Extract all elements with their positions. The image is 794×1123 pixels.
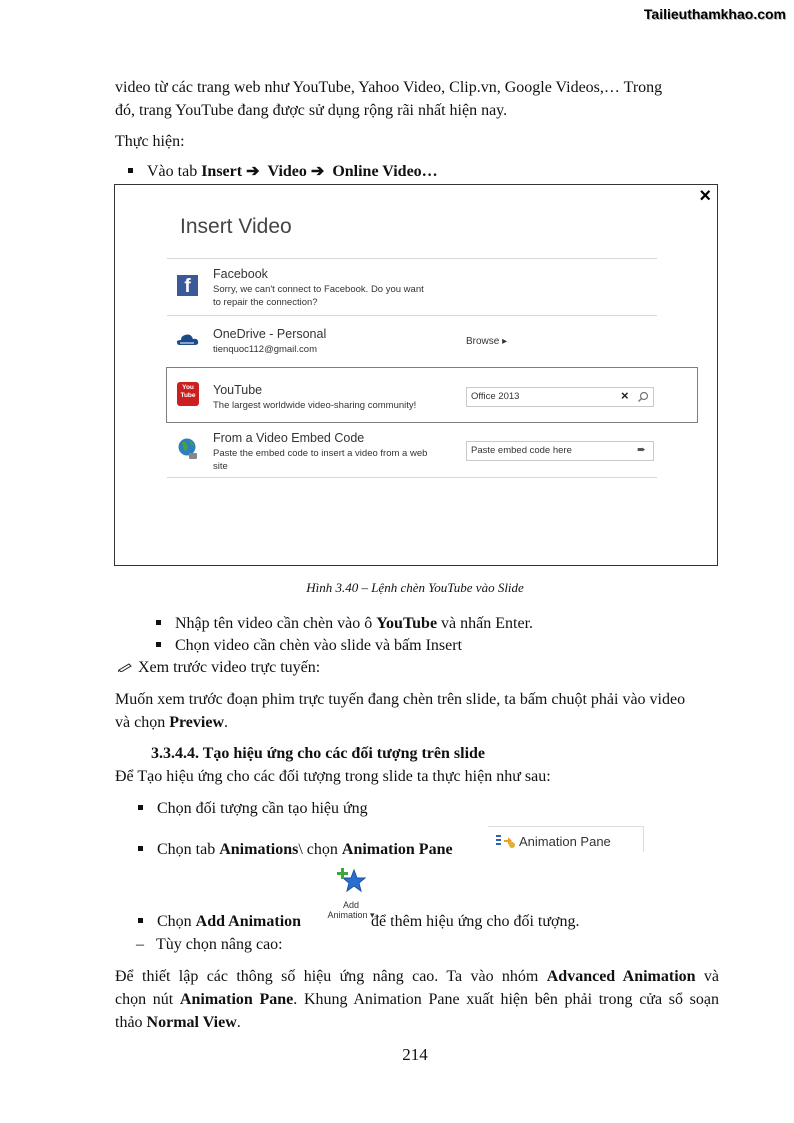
youtube-name: YouTube xyxy=(213,383,263,397)
square-bullet-icon xyxy=(156,642,161,647)
facebook-desc-2: to repair the connection? xyxy=(213,297,318,308)
page-number: 214 xyxy=(402,1045,428,1064)
add-animation-label: Add Animation ▾ xyxy=(327,900,375,920)
square-bullet-icon xyxy=(156,620,161,625)
dialog-title: Insert Video xyxy=(180,215,292,238)
final-para-line-2: chọn nút Animation Pane. Khung Animation Pane xuất hiện bên phải trong cửa sổ soạn xyxy=(115,991,719,1008)
sub-bullet-1: Nhập tên video cần chèn vào ô YouTube và nhấn Enter. xyxy=(156,612,533,635)
animation-pane-label: Animation Pane xyxy=(519,834,611,849)
embed-desc-1: Paste the embed code to insert a video from a web xyxy=(213,448,428,459)
figure-caption: Hình 3.40 – Lệnh chèn YouTube vào Slide xyxy=(306,580,524,595)
embed-placeholder: Paste embed code here xyxy=(471,445,572,456)
youtube-search-input[interactable] xyxy=(466,387,654,407)
onedrive-email: tienquoc112@gmail.com xyxy=(213,344,317,355)
preview-para-line-2: và chọn Preview. xyxy=(115,714,228,731)
embed-name: From a Video Embed Code xyxy=(213,431,365,445)
youtube-icon: You Tube xyxy=(177,382,199,406)
facebook-row[interactable] xyxy=(167,261,657,311)
effect-bullet-2: Chọn tab Animations\ chọn Animation Pane xyxy=(138,838,453,861)
final-para-line-3: thảo Normal View. xyxy=(115,1014,241,1031)
embed-desc-2: site xyxy=(213,461,228,472)
arrow-icon: ➔ xyxy=(246,163,260,180)
onedrive-name: OneDrive - Personal xyxy=(213,327,327,341)
insert-video-dialog xyxy=(114,184,718,566)
preview-heading: Xem trước video trực tuyến: xyxy=(118,656,320,679)
divider xyxy=(167,477,657,478)
facebook-name: Facebook xyxy=(213,267,268,281)
step-1: Vào tab Insert ➔ Video ➔ Online Video… xyxy=(128,160,438,183)
facebook-icon: f xyxy=(177,275,198,296)
divider xyxy=(167,315,657,316)
intro-line-2: đó, trang YouTube đang được sử dụng rộng rãi nhất hiện nay. xyxy=(115,102,508,119)
final-para-line-1: Để thiết lập các thông số hiệu ứng nâng cao. Ta vào nhóm Advanced Animation và xyxy=(115,968,720,985)
watermark: Tailieuthamkhao.com xyxy=(643,6,786,22)
star-icon xyxy=(337,866,367,896)
close-icon[interactable]: × xyxy=(699,185,711,207)
search-icon[interactable] xyxy=(637,391,649,403)
square-bullet-icon xyxy=(138,918,143,923)
embed-code-row[interactable] xyxy=(167,425,657,477)
youtube-row[interactable] xyxy=(166,367,698,423)
embed-code-input[interactable] xyxy=(466,441,654,461)
section-intro: Để Tạo hiệu ứng cho các đối tượng trong slide ta thực hiện như sau: xyxy=(115,768,551,785)
sub-bullet-2: Chọn video cần chèn vào slide và bấm Insert xyxy=(156,634,462,657)
onedrive-cloud-icon xyxy=(175,331,199,347)
section-heading: 3.3.4.4. Tạo hiệu ứng cho các đối tượng trên slide xyxy=(151,745,486,762)
square-bullet-icon xyxy=(138,846,143,851)
effect-bullet-3: Chọn Add Animation để thêm hiệu ứng cho đối tượng. xyxy=(138,910,579,933)
clear-icon[interactable]: × xyxy=(621,388,629,403)
effect-bullet-1: Chọn đối tượng cần tạo hiệu ứng xyxy=(138,797,368,820)
intro-line-1: video từ các trang web như YouTube, Yahoo Video, Clip.vn, Google Videos,… Trong xyxy=(115,79,663,96)
pencil-icon xyxy=(118,662,132,672)
thuc-hien-label: Thực hiện: xyxy=(115,133,185,150)
browse-button[interactable]: Browse ▸ xyxy=(466,336,508,347)
insert-arrow-icon[interactable]: ➨ xyxy=(637,444,647,456)
globe-icon xyxy=(177,437,199,461)
preview-para-line-1: Muốn xem trước đoạn phim trực tuyến đang chèn trên slide, ta bấm chuột phải vào video xyxy=(115,691,686,708)
square-bullet-icon xyxy=(128,168,133,173)
youtube-desc: The largest worldwide video-sharing community! xyxy=(213,400,417,411)
animation-pane-icon xyxy=(496,834,516,848)
animation-pane-button[interactable] xyxy=(488,826,644,852)
effect-dash-item: – Tùy chọn nâng cao: xyxy=(136,936,283,953)
onedrive-row[interactable] xyxy=(167,319,657,361)
square-bullet-icon xyxy=(138,805,143,810)
divider xyxy=(167,258,657,259)
facebook-desc-1: Sorry, we can't connect to Facebook. Do you want xyxy=(213,284,424,295)
youtube-search-value: Office 2013 xyxy=(471,391,520,402)
